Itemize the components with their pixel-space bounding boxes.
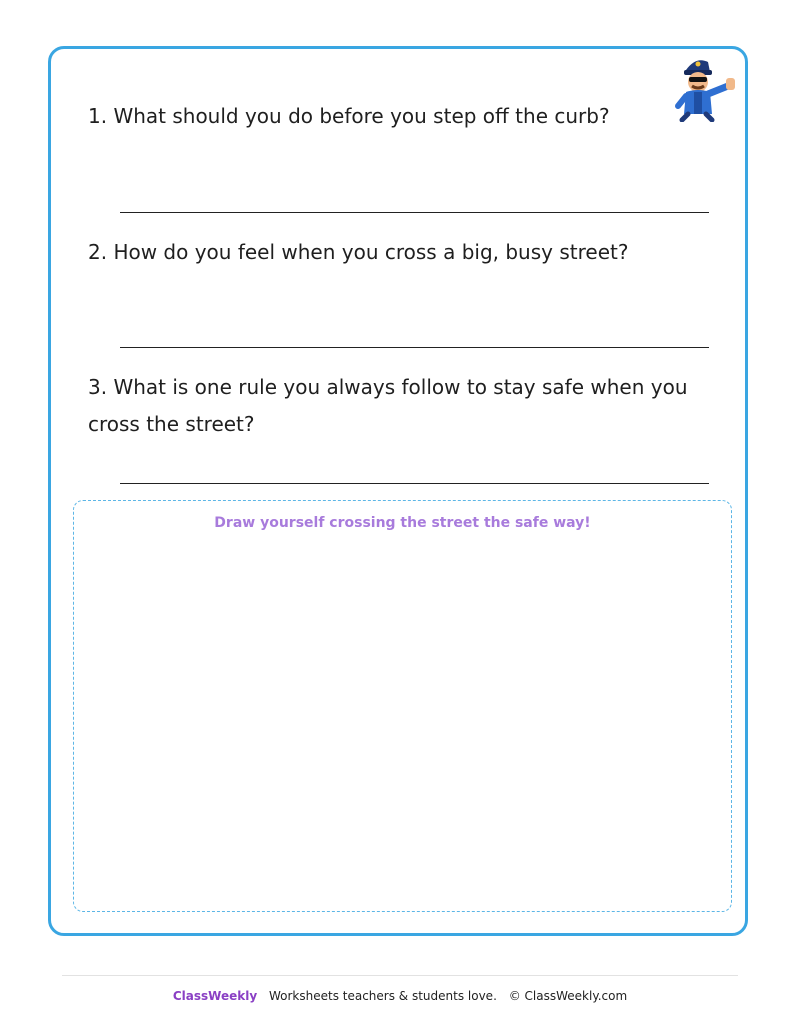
footer-copyright: © ClassWeekly.com [508,989,628,1003]
answer-line-1[interactable] [120,212,709,213]
question-3: 3. What is one rule you always follow to stay safe when you cross the street? [88,375,688,436]
footer-divider [62,975,738,976]
drawing-area[interactable] [73,500,732,912]
footer-brand: ClassWeekly [172,989,258,1003]
answer-line-2[interactable] [120,347,709,348]
drawing-prompt: Draw yourself crossing the street the safe way! [214,515,591,531]
footer [0,989,800,1003]
footer-tagline: Worksheets teachers & students love. [268,989,497,1003]
question-2: 2. How do you feel when you cross a big, busy street? [88,240,629,264]
answer-line-3[interactable] [120,483,709,484]
question-1: 1. What should you do before you step off the curb? [88,104,610,128]
